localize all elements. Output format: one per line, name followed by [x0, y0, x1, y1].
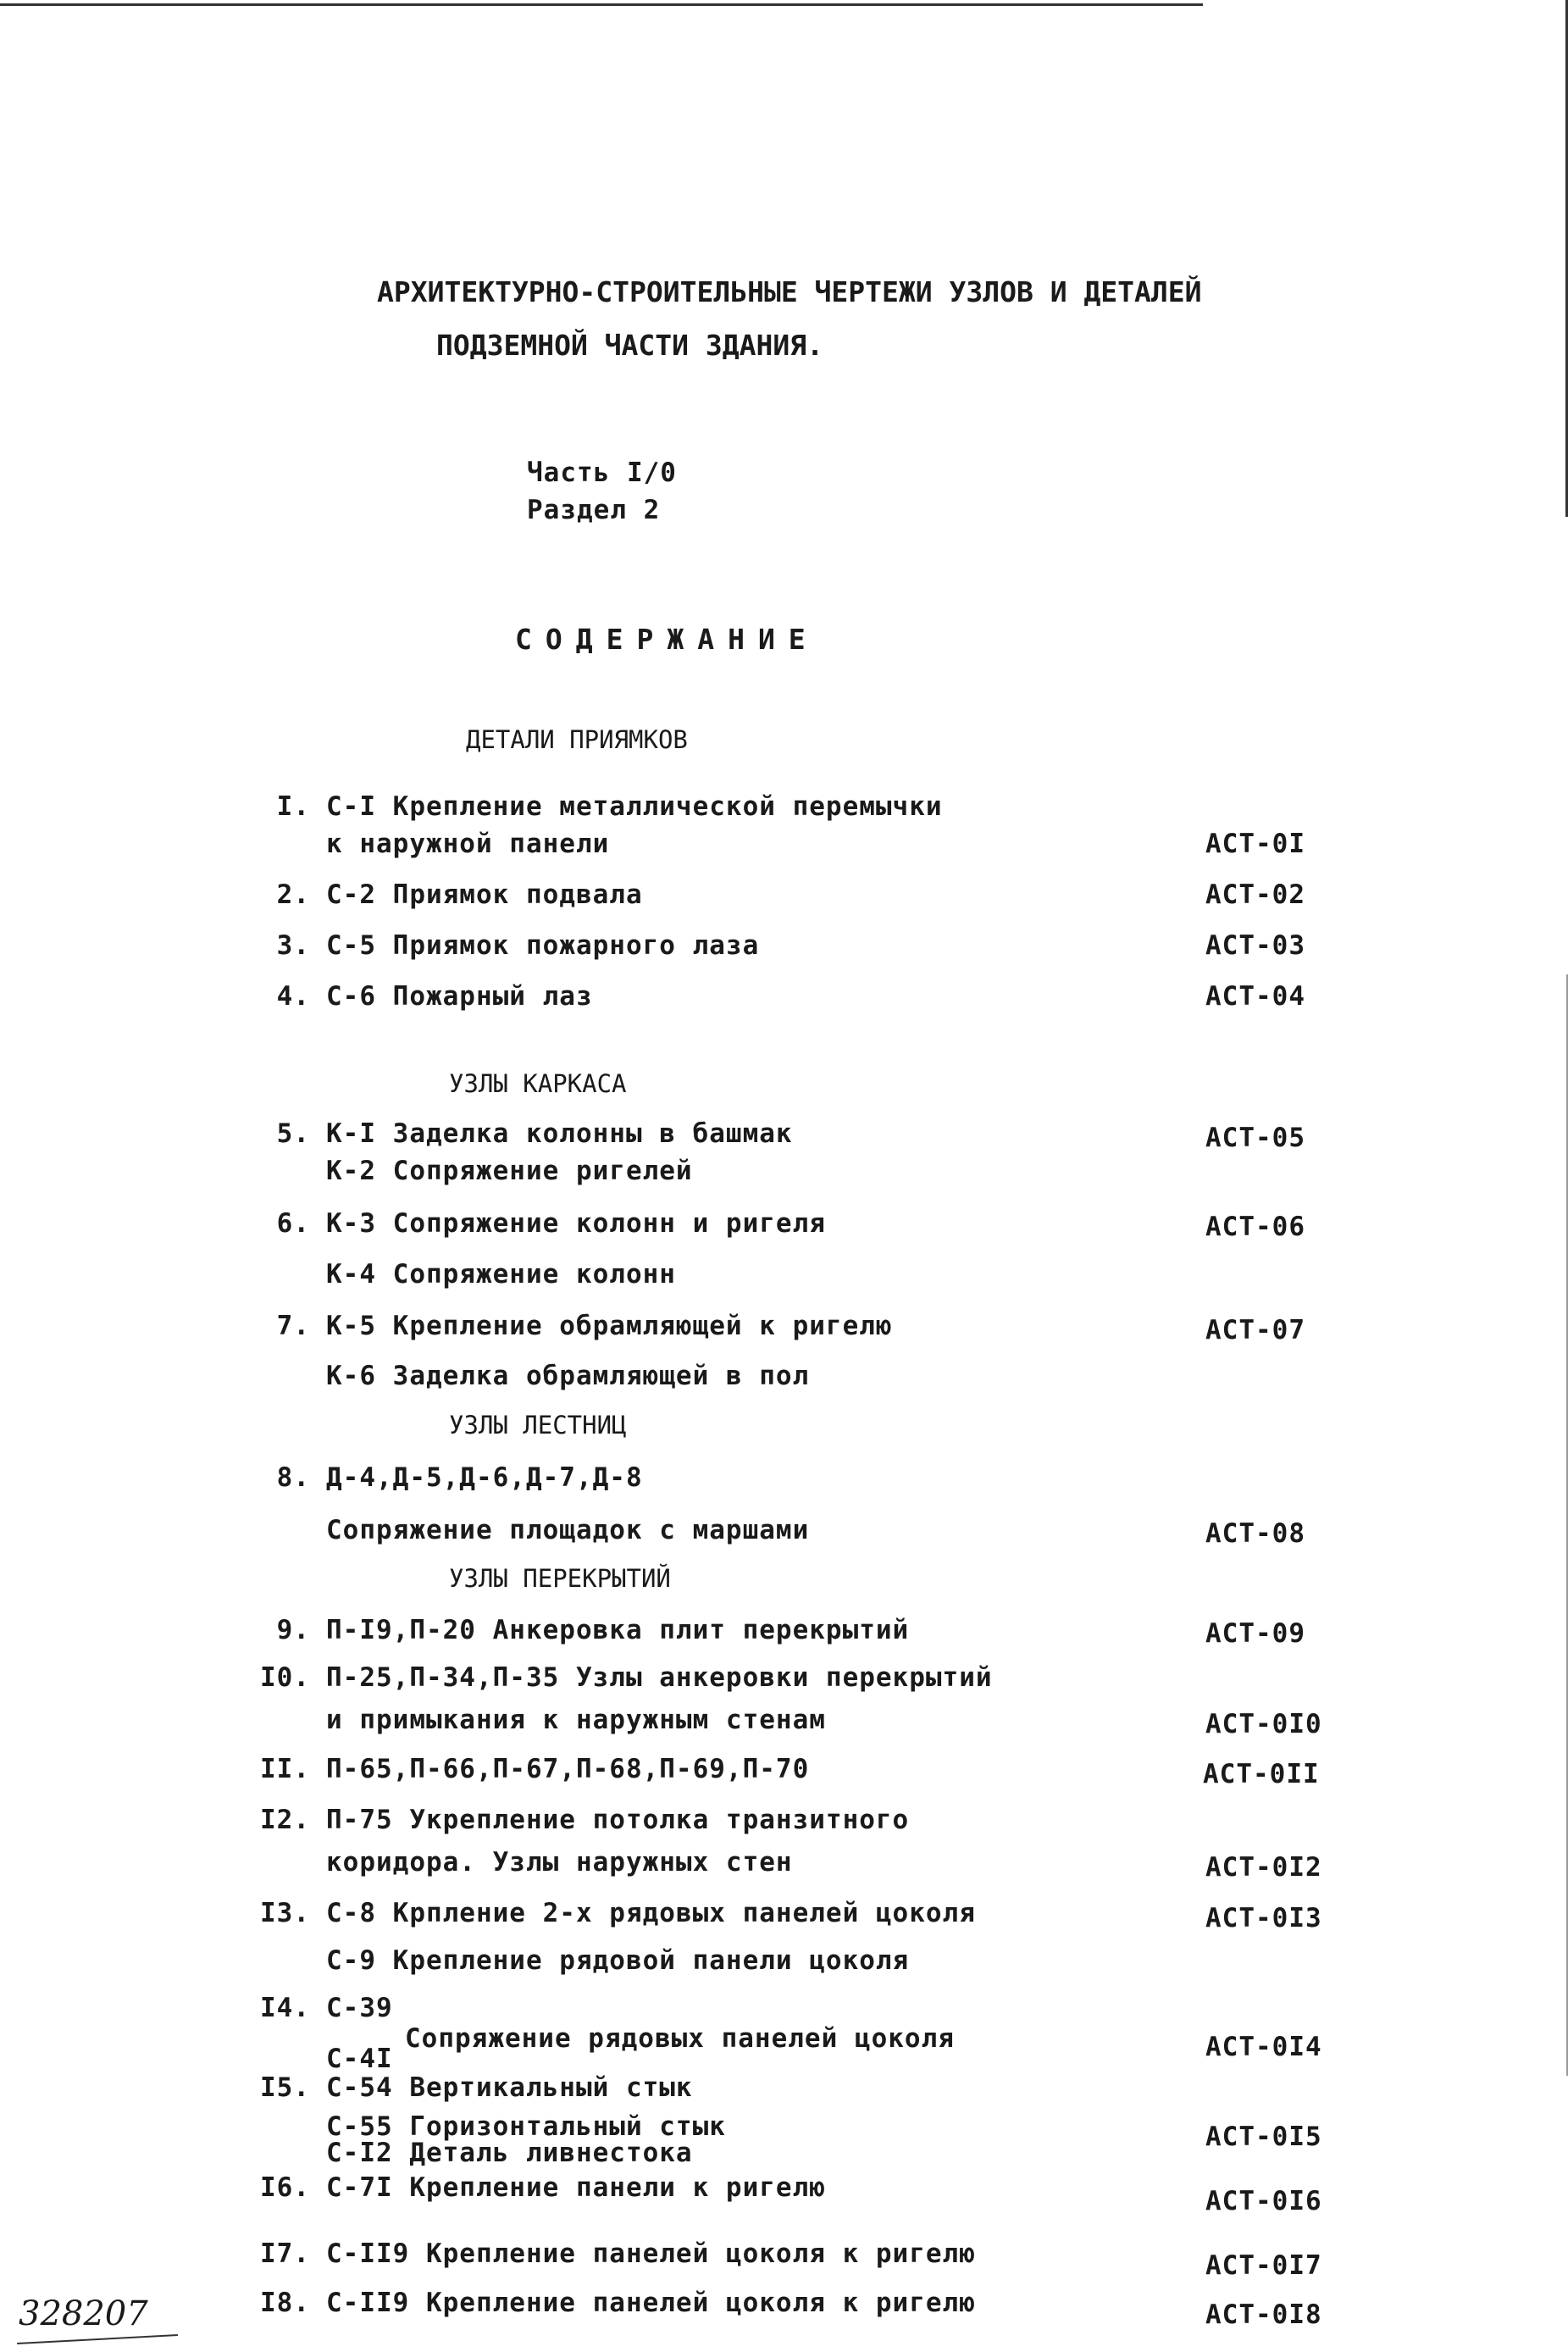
sheet-code: АСТ-0II: [1203, 1759, 1320, 1789]
item-title-line: и примыкания к наружным стенам: [326, 1705, 826, 1735]
item-number: I7.: [260, 2238, 310, 2269]
sheet-code: АСТ-08: [1205, 1518, 1305, 1549]
item-title-line: С-I Крепление металлической перемычки: [326, 791, 943, 822]
item-number: I5.: [260, 2072, 310, 2103]
sheet-code: АСТ-09: [1205, 1618, 1305, 1649]
item-title-line: П-I9,П-20 Анкеровка плит перекрытий: [326, 1615, 910, 1645]
section-heading-stairs: УЗЛЫ ЛЕСТНИЦ: [449, 1411, 627, 1439]
title-line-1: АРХИТЕКТУРНО-СТРОИТЕЛЬНЫЕ ЧЕРТЕЖИ УЗЛОВ И ДЕТАЛЕЙ: [377, 275, 1202, 308]
item-number: 8.: [276, 1462, 310, 1493]
item-title-line: С-8 Крпление 2-х рядовых панелей цоколя: [326, 1898, 976, 1928]
item-number: 7.: [276, 1311, 310, 1341]
item-number: 2.: [276, 879, 310, 910]
item-title-line: С-54 Вертикальный стык: [326, 2072, 693, 2103]
item-title-line: С-6 Пожарный лаз: [326, 981, 593, 1012]
sheet-code: АСТ-02: [1205, 879, 1305, 910]
part-label: Часть I/0: [527, 458, 677, 488]
sheet-code: АСТ-0I2: [1205, 1852, 1322, 1883]
item-title-line: С-I2 Деталь ливнестока: [326, 2138, 693, 2168]
item-title-line: коридора. Узлы наружных стен: [326, 1847, 793, 1878]
item-title-line: С-II9 Крепление панелей цоколя к ригелю: [326, 2238, 976, 2269]
item-number: 4.: [276, 981, 310, 1012]
item-title-line: К-4 Сопряжение колонн: [326, 1259, 676, 1290]
sheet-code: АСТ-0I4: [1205, 2032, 1322, 2062]
item-title-line: Сопряжение рядовых панелей цоколя: [405, 2023, 955, 2054]
sheet-code: АСТ-05: [1205, 1123, 1305, 1153]
item-title-line: к наружной панели: [326, 829, 610, 859]
sheet-code: АСТ-0I7: [1205, 2250, 1322, 2281]
item-title-line: С-2 Приямок подвала: [326, 879, 643, 910]
item-number: I0.: [260, 1662, 310, 1693]
sheet-code: АСТ-0I0: [1205, 1709, 1322, 1739]
item-number: II.: [260, 1754, 310, 1784]
item-title-line: С-4I: [326, 2044, 393, 2074]
item-title-line: С-5 Приямок пожарного лаза: [326, 930, 760, 961]
contents-heading: СОДЕРЖАНИЕ: [515, 623, 819, 656]
item-number: I2.: [260, 1805, 310, 1835]
item-title-line: С-55 Горизонтальный стык: [326, 2111, 726, 2142]
item-title-line: К-5 Крепление обрамляющей к ригелю: [326, 1311, 893, 1341]
item-title-line: К-3 Сопряжение колонн и ригеля: [326, 1208, 826, 1239]
item-title-line: К-I Заделка колонны в башмак: [326, 1118, 793, 1149]
item-title-line: С-II9 Крепление панелей цоколя к ригелю: [326, 2288, 976, 2318]
sheet-code: АСТ-0I8: [1205, 2299, 1322, 2330]
item-number: 3.: [276, 930, 310, 961]
sheet-code: АСТ-03: [1205, 930, 1305, 961]
section-heading-pits: ДЕТАЛИ ПРИЯМКОВ: [466, 725, 688, 754]
sheet-code: АСТ-0I: [1205, 829, 1305, 859]
item-title-line: С-7I Крепление панели к ригелю: [326, 2172, 826, 2203]
item-title-line: П-25,П-34,П-35 Узлы анкеровки перекрытий: [326, 1662, 993, 1693]
item-number: I4.: [260, 1993, 310, 2023]
section-heading-slabs: УЗЛЫ ПЕРЕКРЫТИЙ: [449, 1564, 671, 1593]
sheet-code: АСТ-0I5: [1205, 2122, 1322, 2152]
item-title-line: П-65,П-66,П-67,П-68,П-69,П-70: [326, 1754, 810, 1784]
scan-top-edge: [0, 3, 1203, 6]
item-number: I6.: [260, 2172, 310, 2203]
inventory-number: 328207: [19, 2294, 148, 2333]
item-title-line: Д-4,Д-5,Д-6,Д-7,Д-8: [326, 1462, 643, 1493]
item-number: I.: [276, 791, 310, 822]
item-number: I3.: [260, 1898, 310, 1928]
item-number: I8.: [260, 2288, 310, 2318]
sheet-code: АСТ-0I6: [1205, 2186, 1322, 2216]
item-title-line: П-75 Укрепление потолка транзитного: [326, 1805, 910, 1835]
sheet-code: АСТ-0I3: [1205, 1903, 1322, 1933]
item-number: 9.: [276, 1615, 310, 1645]
section-label: Раздел 2: [527, 495, 661, 525]
inventory-underline: [17, 2334, 178, 2344]
section-heading-frame: УЗЛЫ КАРКАСА: [449, 1069, 627, 1098]
item-title-line: Сопряжение площадок с маршами: [326, 1515, 810, 1545]
item-number: 5.: [276, 1118, 310, 1149]
item-title-line: К-2 Сопряжение ригелей: [326, 1156, 693, 1186]
sheet-code: АСТ-07: [1205, 1315, 1305, 1345]
item-number: 6.: [276, 1208, 310, 1239]
item-title-line: С-39: [326, 1993, 393, 2023]
item-title-line: К-6 Заделка обрамляющей в пол: [326, 1361, 810, 1391]
title-line-2: ПОДЗЕМНОЙ ЧАСТИ ЗДАНИЯ.: [436, 329, 823, 362]
item-title-line: С-9 Крепление рядовой панели цоколя: [326, 1945, 910, 1976]
sheet-code: АСТ-06: [1205, 1212, 1305, 1242]
sheet-code: АСТ-04: [1205, 981, 1305, 1012]
